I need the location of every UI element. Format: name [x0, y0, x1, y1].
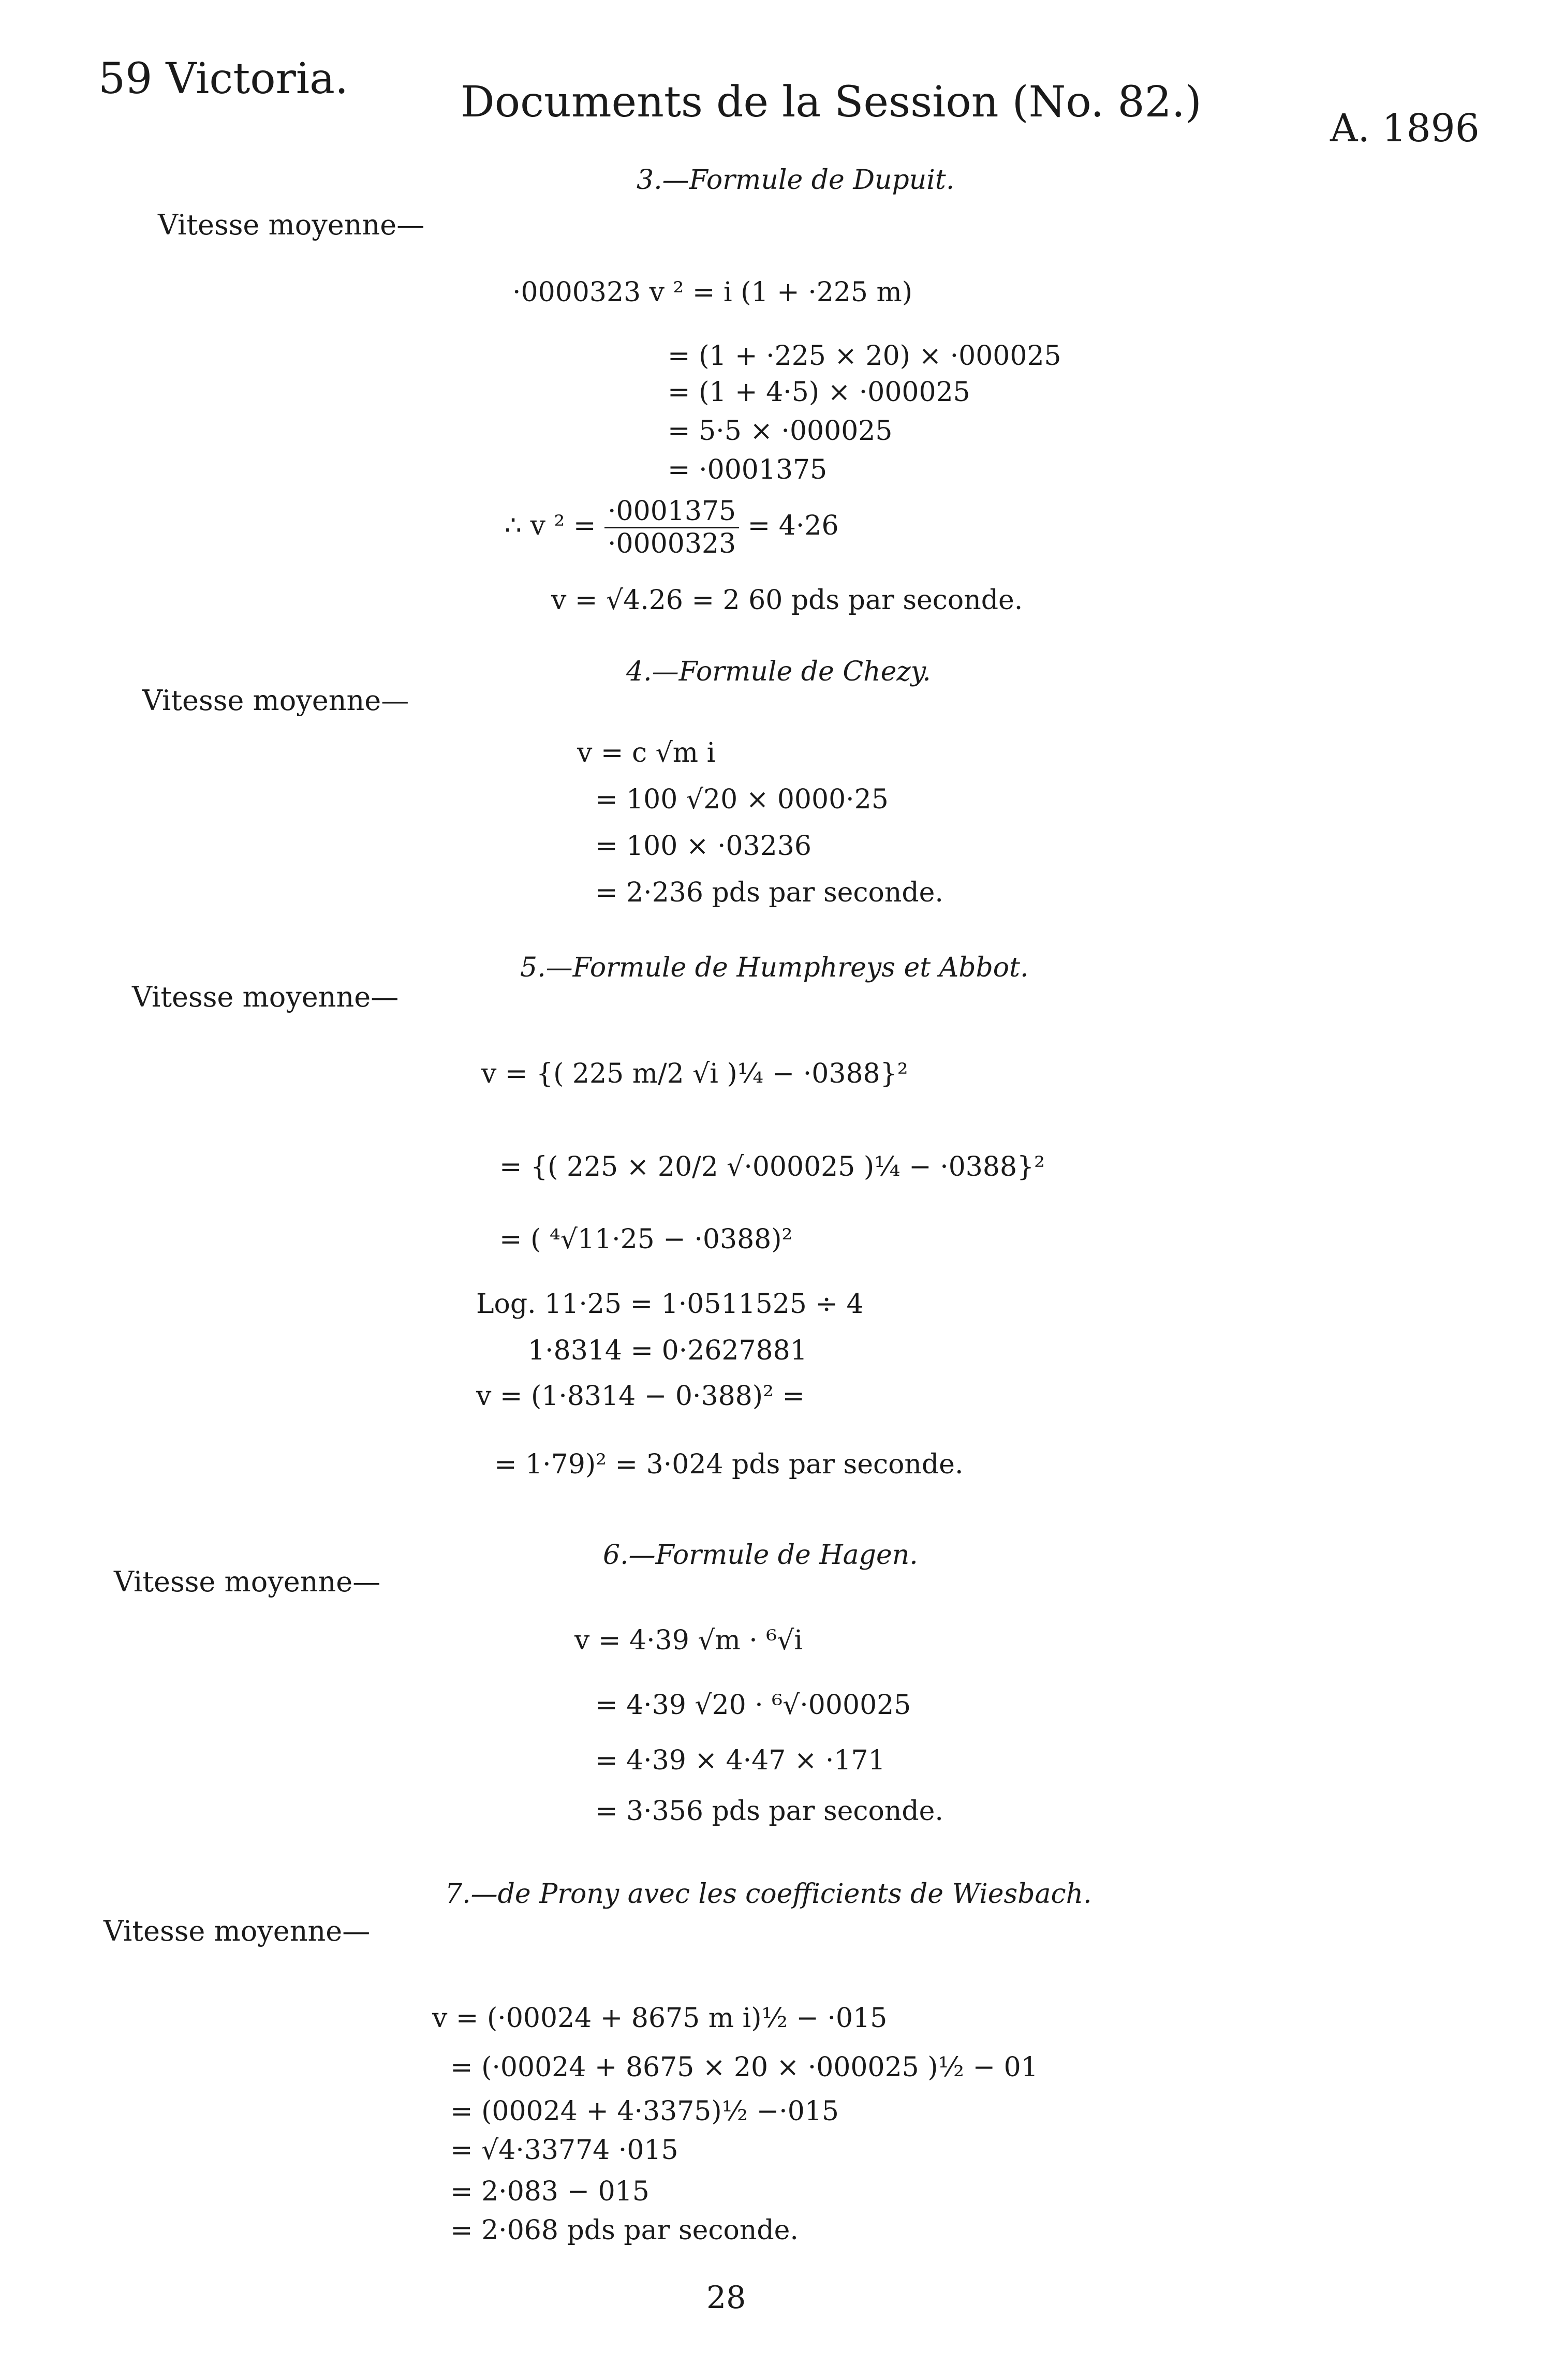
- chezy-line-1: v = c √m i: [577, 737, 716, 768]
- hagen-line-4: = 3·356 pds par seconde.: [595, 1796, 943, 1827]
- prony-line-4: = √4·33774 ·015: [450, 2135, 678, 2166]
- prony-line-3: = (00024 + 4·3375)½ −·015: [450, 2096, 839, 2127]
- dupuit-line-2: = (1 + ·225 × 20) × ·000025: [668, 341, 1061, 372]
- fraction-suffix: = 4·26: [747, 510, 839, 541]
- dupuit-line-5: = ·0001375: [668, 454, 828, 485]
- section-title-prony: 7.—de Prony avec les coefficients de Wiesbach.: [445, 1879, 1092, 1910]
- dupuit-line-4: = 5·5 × ·000025: [668, 416, 893, 447]
- fraction-denominator: ·0000323: [608, 528, 736, 559]
- fraction-prefix: ∴ v ² =: [505, 510, 596, 541]
- chezy-line-4: = 2·236 pds par seconde.: [595, 877, 943, 908]
- section-title-dupuit: 3.—Formule de Dupuit.: [637, 165, 955, 196]
- hagen-line-2: = 4·39 √20 · ⁶√·000025: [595, 1690, 911, 1721]
- header-center: Documents de la Session (No. 82.): [461, 78, 1202, 127]
- hagen-line-1: v = 4·39 √m · ⁶√i: [574, 1625, 803, 1656]
- page-number: 28: [706, 2280, 746, 2316]
- side-label-hagen: Vitesse moyenne—: [114, 1565, 381, 1598]
- humphreys-line-4: Log. 11·25 = 1·0511525 ÷ 4: [476, 1289, 864, 1320]
- dupuit-line-1: ·0000323 v ² = i (1 + ·225 m): [512, 277, 913, 308]
- humphreys-line-5: 1·8314 = 0·2627881: [528, 1335, 807, 1366]
- section-title-chezy: 4.—Formule de Chezy.: [626, 656, 931, 687]
- side-label-chezy: Vitesse moyenne—: [142, 684, 409, 717]
- prony-line-6: = 2·068 pds par seconde.: [450, 2215, 799, 2246]
- side-label-prony: Vitesse moyenne—: [104, 1915, 371, 1947]
- side-label-humphreys: Vitesse moyenne—: [132, 981, 399, 1013]
- humphreys-line-1: v = {( 225 m/2 √i )¼ − ·0388}²: [481, 1058, 908, 1089]
- dupuit-line-3: = (1 + 4·5) × ·000025: [668, 377, 970, 408]
- humphreys-line-2: = {( 225 × 20/2 √·000025 )¼ − ·0388}²: [499, 1151, 1045, 1182]
- fraction-numerator: ·0001375: [604, 496, 739, 528]
- chezy-line-3: = 100 × ·03236: [595, 831, 811, 862]
- section-title-humphreys: 5.—Formule de Humphreys et Abbot.: [520, 952, 1029, 983]
- humphreys-line-6: v = (1·8314 − 0·388)² =: [476, 1381, 805, 1412]
- chezy-line-2: = 100 √20 × 0000·25: [595, 784, 889, 815]
- hagen-line-3: = 4·39 × 4·47 × ·171: [595, 1745, 885, 1776]
- dupuit-fraction-line: [505, 496, 839, 559]
- humphreys-line-7: = 1·79)² = 3·024 pds par seconde.: [494, 1449, 964, 1480]
- prony-line-1: v = (·00024 + 8675 m i)½ − ·015: [432, 2003, 888, 2034]
- section-title-hagen: 6.—Formule de Hagen.: [603, 1540, 918, 1571]
- fraction: [604, 496, 739, 559]
- dupuit-result: v = √4.26 = 2 60 pds par seconde.: [551, 585, 1023, 616]
- prony-line-2: = (·00024 + 8675 × 20 × ·000025 )½ − 01: [450, 2052, 1038, 2083]
- side-label-dupuit: Vitesse moyenne—: [158, 209, 425, 241]
- header-left: 59 Victoria.: [98, 54, 349, 104]
- header-right: A. 1896: [1330, 106, 1480, 151]
- prony-line-5: = 2·083 − 015: [450, 2176, 649, 2207]
- humphreys-line-3: = ( ⁴√11·25 − ·0388)²: [499, 1224, 793, 1255]
